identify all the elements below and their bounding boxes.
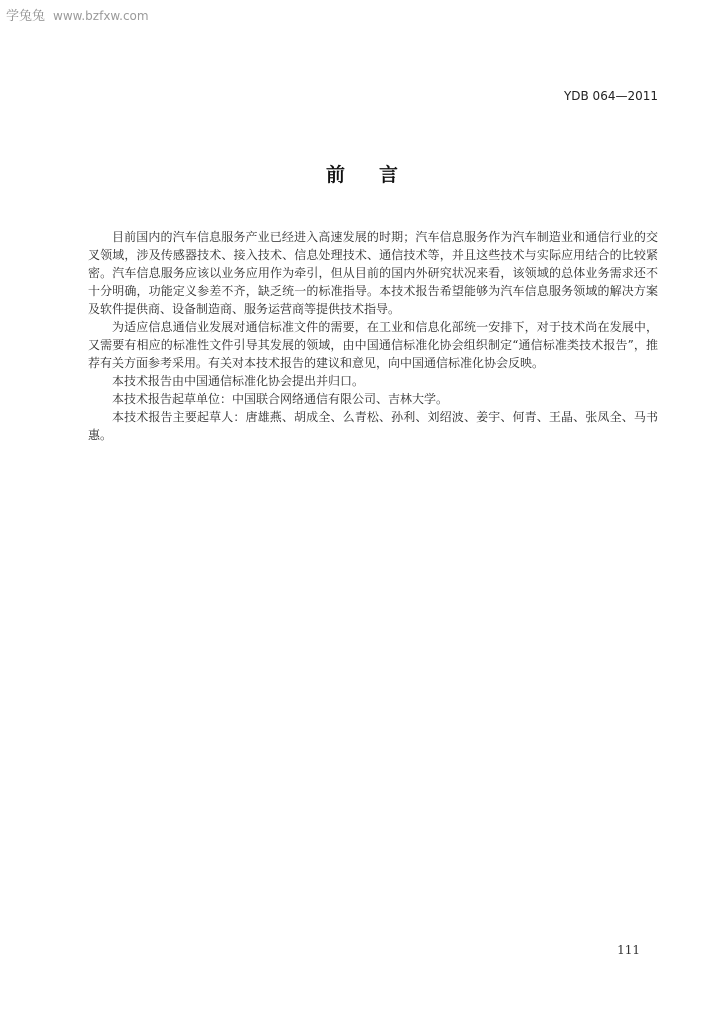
document-number: YDB 064—2011 (563, 89, 658, 103)
paragraph: 本技术报告由中国通信标准化协会提出并归口。 (112, 374, 365, 388)
watermark-brand: 学兔兔 (6, 9, 46, 24)
paragraph: 为适应信息通信业发展对通信标准文件的需要，在工业和信息化部统一安排下，对于技术尚在发展中，又需要有相应的标准性文件引导其发展的领域，由中国通信标准化协会组织制定“通信标准类技术报告”，推荐有关方面参考采用。有关对本技术报告的建议和意见，向中国通信标准化协会反映。 (88, 320, 658, 370)
foreword-body (88, 228, 658, 444)
paragraph: 本技术报告主要起草人：唐雄燕、胡成全、么青松、孙利、刘绍波、姜宇、何青、王晶、张凤全、马书惠。 (88, 410, 658, 442)
watermark (6, 5, 149, 24)
paragraph: 本技术报告起草单位：中国联合网络通信有限公司、吉林大学。 (112, 392, 449, 406)
watermark-url: www.bzfxw.com (53, 9, 149, 23)
paragraph: 目前国内的汽车信息服务产业已经进入高速发展的时期；汽车信息服务作为汽车制造业和通信行业的交叉领域，涉及传感器技术、接入技术、信息处理技术、通信技术等，并且这些技术与实际应用结合的比较紧密。汽车信息服务应该以业务应用作为牵引，但从目前的国内外研究状况来看，该领域的总体业务需求还不十分明确，功能定义参差不齐，缺乏统一的标准指导。本技术报告希望能够为汽车信息服务领域的解决方案及软件提供商、设备制造商、服务运营商等提供技术指导。 (88, 230, 658, 316)
page-number: 111 (617, 943, 640, 957)
page-title: 前言 (325, 164, 432, 186)
